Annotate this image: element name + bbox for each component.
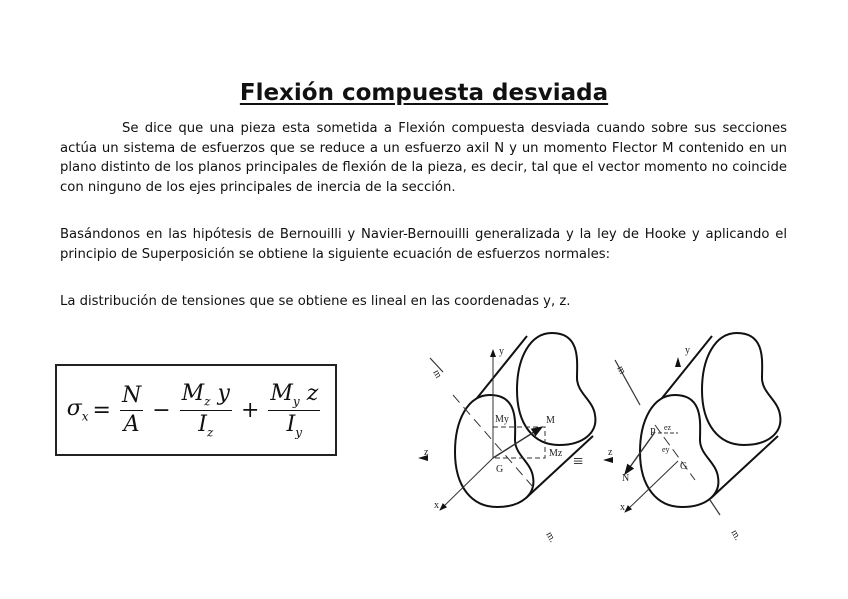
formula-lhs: $\sigma_x$ <box>66 396 89 424</box>
my-label: My <box>495 414 509 425</box>
ey-label: ey <box>662 445 670 454</box>
back-section-outline <box>517 333 595 445</box>
axial-force-label: N <box>622 473 630 484</box>
y-label: y <box>499 346 504 357</box>
distribution-paragraph: La distribución de tensiones que se obtiene es lineal en las coordenadas y, z. <box>60 294 571 309</box>
centroid-label-right: G <box>680 461 688 472</box>
point-p-label: P <box>650 427 656 438</box>
x-label-right: x <box>620 502 625 513</box>
minus-sign: − <box>152 397 171 423</box>
neutral-axis-label-top-right: m <box>614 364 628 377</box>
neutral-axis-label-bottom-right: m. <box>728 528 744 543</box>
right-section-diagram <box>603 333 780 542</box>
mz-term: $\frac{M_z y}{I_z}$ <box>181 380 230 440</box>
axial-term: $\frac{N}{A}$ <box>121 383 142 437</box>
equivalence-symbol: ≡ <box>573 451 584 471</box>
definition-text: Se dice que una pieza esta sometida a Flexión compuesta desviada cuando sobre sus secciones actúa un sistema de esfuerzos que se reduce a un esfuerzo axil N y un momento Flector M contenido en un plano distinto de los planos principales de flexión de la pieza, es decir, tal que el vector momento no coincide con ninguno de los ejes principales de inercia de la sección. <box>60 121 787 195</box>
equals-sign: = <box>92 397 111 423</box>
y-axis-arrow-right <box>675 357 681 367</box>
page-title: Flexión compuesta desviada <box>239 80 609 106</box>
hypothesis-paragraph: Basándonos en las hipótesis de Bernouilli y Navier-Bernouilli generalizada y la ley de Hooke y aplicando el principio de Superposición se obtiene la siguiente ecuación de esfuerzos normales: <box>60 227 787 262</box>
x-label: x <box>434 500 439 511</box>
front-section-outline <box>455 395 533 507</box>
z-label-right: z <box>608 447 613 458</box>
moment-label: M <box>546 415 555 426</box>
neutral-axis-label-bottom: m. <box>543 530 559 545</box>
neutral-axis-label-top: m <box>430 368 444 381</box>
plus-sign: + <box>240 397 260 423</box>
y-label-right: y <box>685 345 690 356</box>
left-section-diagram <box>418 333 595 544</box>
mz-label: Mz <box>549 448 563 459</box>
z-label: z <box>424 447 429 458</box>
ez-label: ez <box>664 423 672 432</box>
my-term: $\frac{M_y z}{I_y}$ <box>270 380 319 440</box>
centroid-label: G <box>496 464 504 475</box>
